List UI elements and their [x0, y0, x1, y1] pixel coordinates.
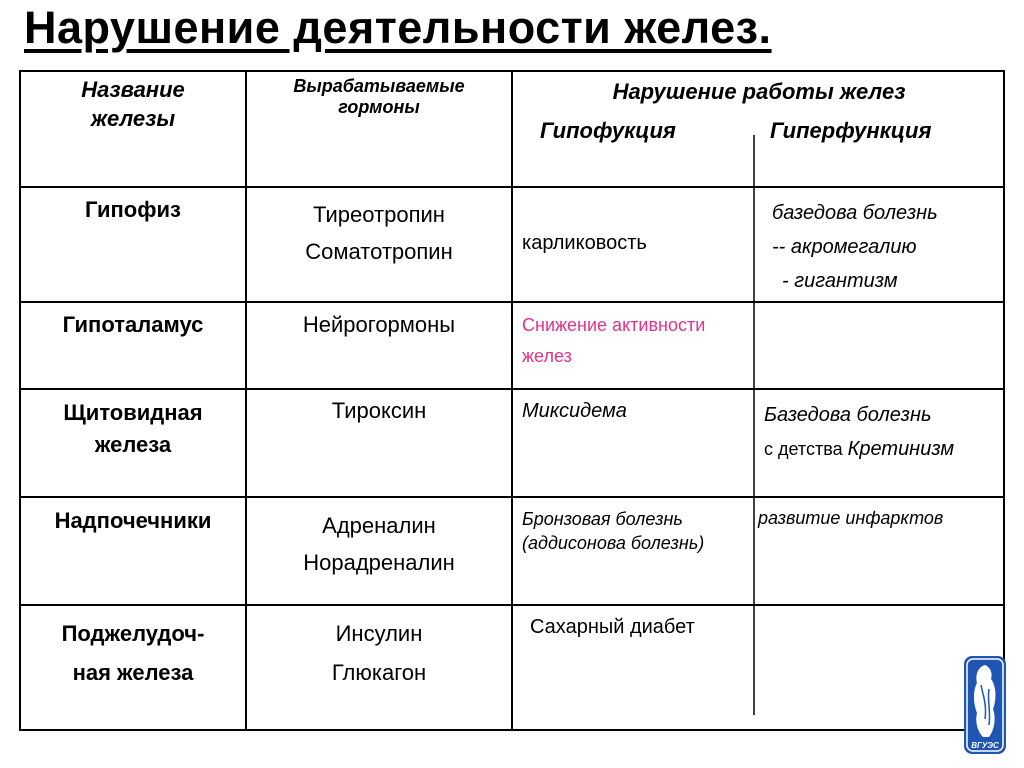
hyperfunction-text: Базедова болезнь с детства Кретинизм [764, 404, 955, 460]
hormone-list: Нейрогормоны [302, 312, 456, 337]
gland-name: Надпочечники [54, 508, 212, 533]
header-hyperfunction: Гиперфункция [770, 118, 932, 143]
header-hormones: Вырабатываемые гормоны [293, 76, 465, 117]
hormone-list: Тироксин [331, 398, 427, 423]
hypofunction-text: Снижение активности желез [522, 315, 706, 366]
hypofunction-text: карликовость [522, 232, 647, 254]
header-gland-name: Название железы [81, 77, 185, 131]
hypofunction-text: Миксидема [522, 400, 627, 422]
page-title: Нарушение деятельности желез. [24, 2, 772, 53]
hypofunction-text: Сахарный диабет [530, 616, 695, 638]
hormone-list: Инсулин Глюкагон [331, 621, 427, 685]
hormone-list: Адреналин Норадреналин [303, 513, 455, 576]
gland-name: Гипоталамус [62, 312, 204, 337]
gland-name: Щитовидная железа [63, 400, 203, 457]
hypofunction-text: Бронзовая болезнь (аддисонова болезнь) [522, 509, 705, 554]
gland-name: Гипофиз [85, 197, 181, 222]
university-logo [963, 655, 1007, 755]
hyperfunction-text: развитие инфарктов [758, 508, 944, 528]
gland-name: Поджелудоч- ная железа [61, 621, 205, 685]
hormone-list: Тиреотропин Соматотропин [305, 202, 453, 265]
header-disorder: Нарушение работы желез [612, 79, 906, 104]
logo-text: ВГУЭС [971, 741, 999, 750]
header-hypofunction: Гипофукция [540, 118, 676, 143]
hyperfunction-text: базедова болезнь -- акромегалию - гигантизм [772, 202, 938, 292]
